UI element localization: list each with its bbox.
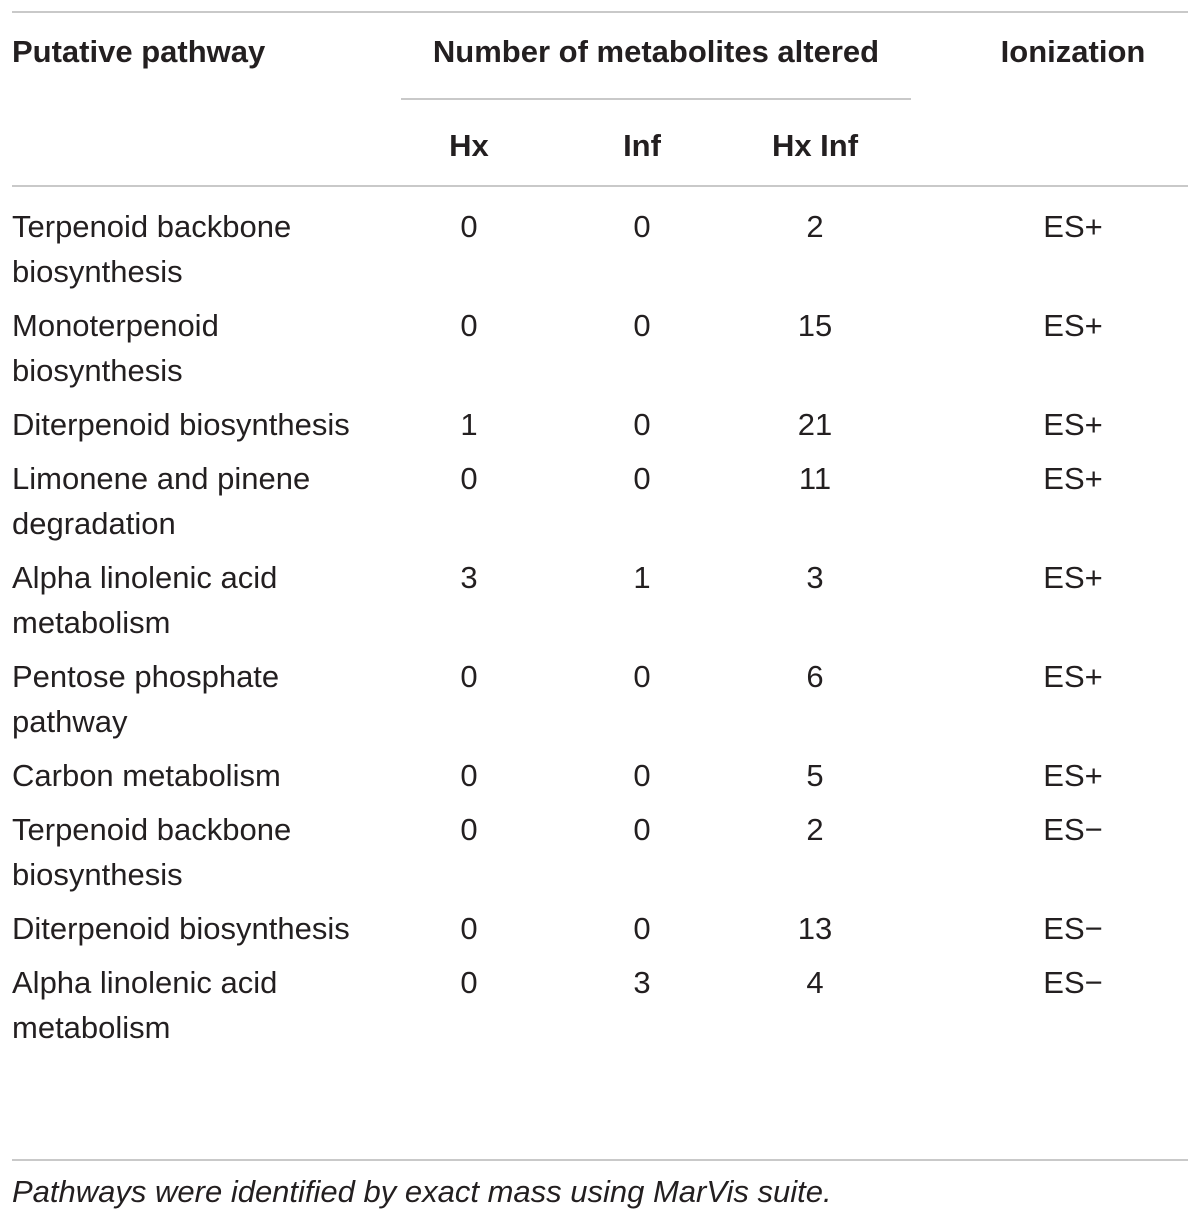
table-row [0,555,1200,654]
subheader-inf: Inf [623,128,661,163]
cell-hx: 0 [460,812,478,847]
cell-hx: 1 [460,407,478,442]
cell-ionization: ES+ [1043,659,1103,694]
cell-hx-inf: 5 [806,758,824,793]
top-rule [12,11,1188,13]
header-number-of-metabolites: Number of metabolites altered [432,34,880,69]
cell-hx: 0 [460,911,478,946]
cell-pathway: Limonene and pinene degradation [12,461,311,541]
cell-pathway: Carbon metabolism [12,758,281,793]
table-body [0,204,1200,1059]
cell-pathway: Monoterpenoid biosynthesis [12,308,219,388]
cell-hx-inf: 2 [806,209,824,244]
header-ionization: Ionization [1000,34,1146,69]
cell-inf: 0 [633,758,651,793]
cell-hx: 0 [460,965,478,1000]
cell-inf: 0 [633,911,651,946]
cell-hx-inf: 3 [806,560,824,595]
cell-inf: 0 [633,812,651,847]
cell-hx: 0 [460,308,478,343]
table-row [0,654,1200,753]
cell-hx: 3 [460,560,478,595]
cell-ionization: ES+ [1043,407,1103,442]
cell-pathway: Pentose phosphate pathway [12,659,280,739]
cell-ionization: ES− [1043,965,1103,1000]
header-bottom-rule [12,185,1188,187]
table-row [0,753,1200,807]
cell-hx: 0 [460,659,478,694]
cell-inf: 0 [633,461,651,496]
subheader-hx-inf: Hx Inf [771,128,859,163]
cell-ionization: ES− [1043,812,1103,847]
cell-hx: 0 [460,758,478,793]
cell-ionization: ES+ [1043,758,1103,793]
cell-inf: 0 [633,659,651,694]
cell-hx-inf: 15 [797,308,833,343]
cell-hx: 0 [460,209,478,244]
subheader-hx: Hx [449,128,489,163]
cell-inf: 0 [633,308,651,343]
cell-hx-inf: 2 [806,812,824,847]
cell-hx: 0 [460,461,478,496]
table-row [0,960,1200,1059]
cell-inf: 1 [633,560,651,595]
cell-hx-inf: 13 [797,911,833,946]
cell-pathway: Terpenoid backbone biosynthesis [12,812,292,892]
cell-ionization: ES− [1043,911,1103,946]
cell-ionization: ES+ [1043,560,1103,595]
cell-pathway: Diterpenoid biosynthesis [12,407,350,442]
cell-ionization: ES+ [1043,461,1103,496]
cell-inf: 0 [633,407,651,442]
cell-inf: 0 [633,209,651,244]
table-footnote: Pathways were identified by exact mass using MarVis suite. [12,1174,832,1209]
cell-ionization: ES+ [1043,308,1103,343]
table-row [0,204,1200,303]
cell-pathway: Alpha linolenic acid metabolism [12,560,278,640]
group-header-rule [401,98,911,100]
cell-inf: 3 [633,965,651,1000]
header-putative-pathway: Putative pathway [12,34,266,69]
cell-hx-inf: 11 [798,461,832,496]
table-row [0,456,1200,555]
cell-hx-inf: 6 [806,659,824,694]
cell-hx-inf: 4 [806,965,824,1000]
cell-pathway: Terpenoid backbone biosynthesis [12,209,292,289]
cell-pathway: Alpha linolenic acid metabolism [12,965,278,1045]
table-row [0,807,1200,906]
bottom-rule [12,1159,1188,1161]
cell-hx-inf: 21 [797,407,833,442]
cell-ionization: ES+ [1043,209,1103,244]
cell-pathway: Diterpenoid biosynthesis [12,911,350,946]
table-row [0,402,1200,456]
table-row [0,906,1200,960]
table-row [0,303,1200,402]
